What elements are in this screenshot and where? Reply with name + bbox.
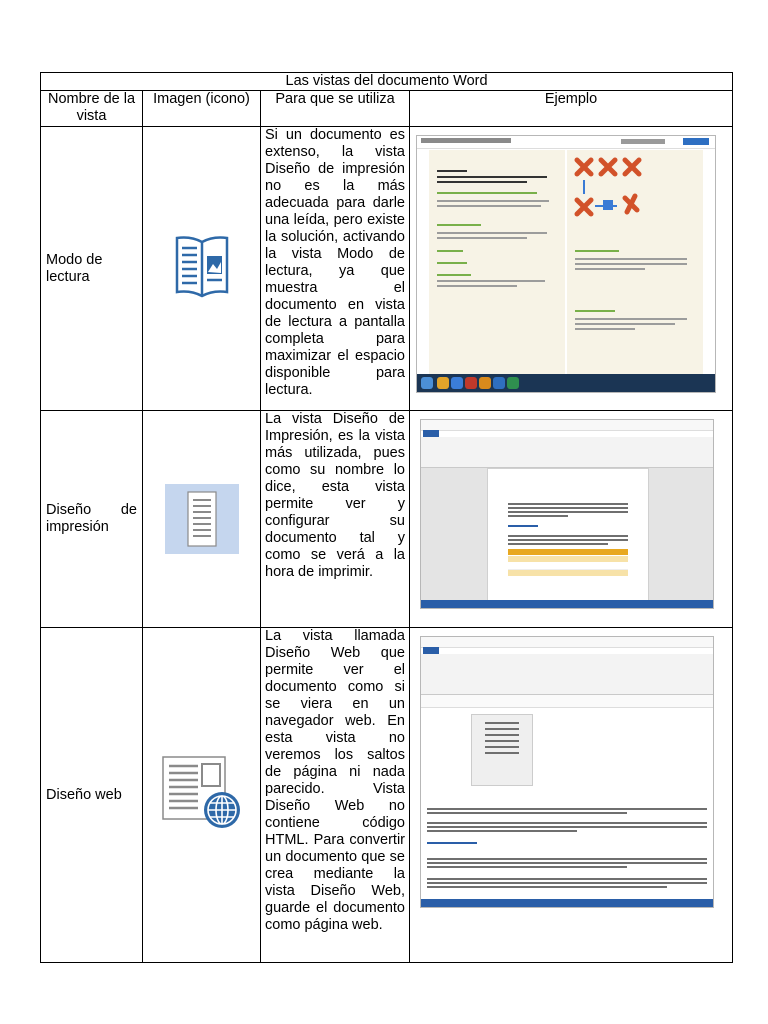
view-name-print: Diseño de impresión: [41, 411, 143, 628]
header-example: Ejemplo: [410, 91, 733, 127]
open-book-icon: [173, 234, 231, 298]
description-print: La vista Diseño de Impresión, es la vista más utilizada, pues como su nombre lo dice, esta vista permite ver y configurar su documento tal y como se verá a la hora de imprimir.: [261, 411, 410, 628]
views-table: [40, 72, 733, 963]
print-layout-screenshot: [420, 419, 714, 609]
table-title: Las vistas del documento Word: [41, 73, 733, 91]
web-layout-screenshot: [420, 636, 714, 908]
view-name-web: Diseño web: [41, 628, 143, 963]
header-icon: Imagen (icono): [143, 91, 261, 127]
description-reading: Si un documento es extenso, la vista Diseño de impresión no es la más adecuada para darle una leída, pero existe la solución, activando la vista Modo de lectura, ya que muestra el documento en vista de lectura a pantalla completa para maximizar el espacio disponible para lectura.: [261, 127, 410, 411]
header-purpose: Para que se utiliza: [261, 91, 410, 127]
header-view-name: Nombre de la vista: [41, 91, 143, 127]
table-row: [41, 628, 733, 963]
web-page-globe-icon: [160, 754, 244, 832]
table-row: [41, 411, 733, 628]
table-row: [41, 127, 733, 411]
reading-mode-screenshot: [416, 135, 716, 393]
description-web: La vista llamada Diseño Web que permite ver el documento como si se viera en un navegador web. En esta vista no veremos los saltos de página ni nada parecido. Vista Diseño Web no contiene código HTML. Para convertir un documento que se crea mediante la vista Diseño Web, guarde el documento como página web.: [261, 628, 410, 963]
view-name-reading: Modo de lectura: [41, 127, 143, 411]
page-layout-icon: [165, 484, 239, 554]
